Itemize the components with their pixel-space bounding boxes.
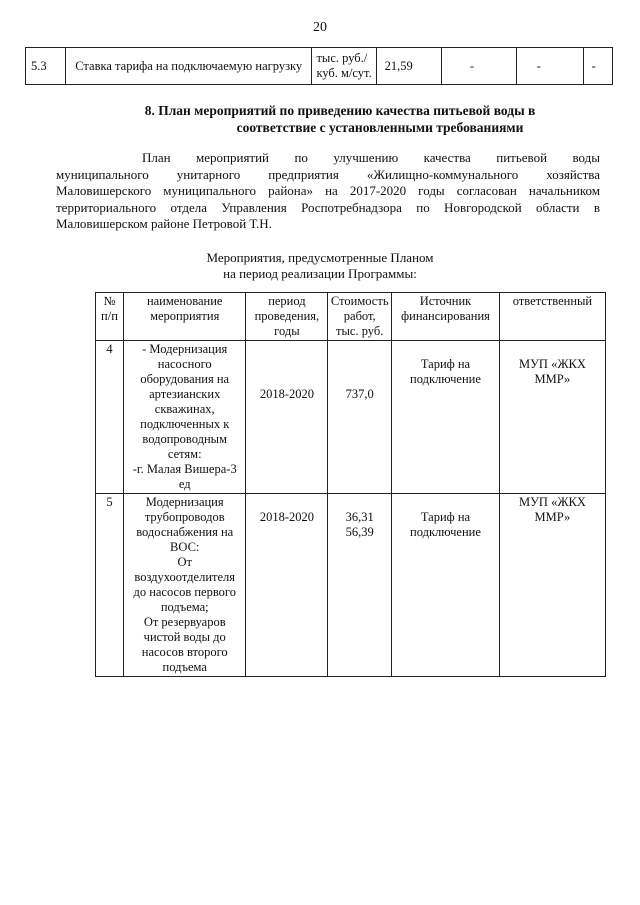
tariff-table <box>25 47 613 85</box>
table-header-row <box>96 293 606 341</box>
row-name: Ставка тарифа на подключаемую нагрузку <box>65 48 312 85</box>
header-source: Источник финансирования <box>392 293 500 341</box>
header-cost: Стоимость работ, тыс. руб. <box>328 293 392 341</box>
cell-cost: 36,31 56,39 <box>328 494 392 677</box>
row-value: 21,59 <box>376 48 441 85</box>
section-title: 8. План мероприятий по приведению качества питьевой воды в соответствие с установленными требованиями <box>144 103 536 135</box>
header-number: № п/п <box>96 293 124 341</box>
header-period: период проведения, годы <box>246 293 328 341</box>
table-row <box>96 494 606 677</box>
cell-source: Тариф на подключение <box>392 494 500 677</box>
intro-paragraph: План мероприятий по улучшению качества питьевой воды муниципального унитарного предприятия «Жилищно-коммунального хозяйства Маловишерского муниципального района» на 2017-2020 годы согласован начальником территориального отдела Управления Роспотребнадзора по Новгородской области в Маловишерском районе Петровой Т.Н. <box>56 150 600 231</box>
header-responsible: ответственный <box>499 293 605 341</box>
table-row <box>26 48 613 85</box>
cell-period: 2018-2020 <box>246 494 328 677</box>
row-unit: тыс. руб./ куб. м/сут. <box>312 48 376 85</box>
row-dash: - <box>441 48 516 85</box>
cell-name: Модернизация трубопроводов водоснабжения на ВОС: От воздухоотделителя до насосов первого подъема; От резервуаров чистой воды до насосов второго подъема <box>123 494 246 677</box>
cell-period: 2018-2020 <box>246 341 328 494</box>
table-caption: Мероприятия, предусмотренные Планом на период реализации Программы: <box>206 250 434 281</box>
row-dash: - <box>516 48 583 85</box>
cell-responsible: МУП «ЖКХ ММР» <box>499 494 605 677</box>
measures-table <box>95 292 606 677</box>
cell-number: 4 <box>96 341 124 494</box>
cell-responsible: МУП «ЖКХ ММР» <box>499 341 605 494</box>
table-row <box>96 341 606 494</box>
header-name: наименование мероприятия <box>123 293 246 341</box>
row-number: 5.3 <box>26 48 66 85</box>
page-number: 20 <box>313 20 327 35</box>
cell-number: 5 <box>96 494 124 677</box>
cell-name: - Модернизация насосного оборудования на артезианских скважинах, подключенных к водопроводным сетям: -г. Малая Вишера-3 ед <box>123 341 246 494</box>
cell-cost: 737,0 <box>328 341 392 494</box>
row-dash: - <box>583 48 612 85</box>
cell-source: Тариф на подключение <box>392 341 500 494</box>
